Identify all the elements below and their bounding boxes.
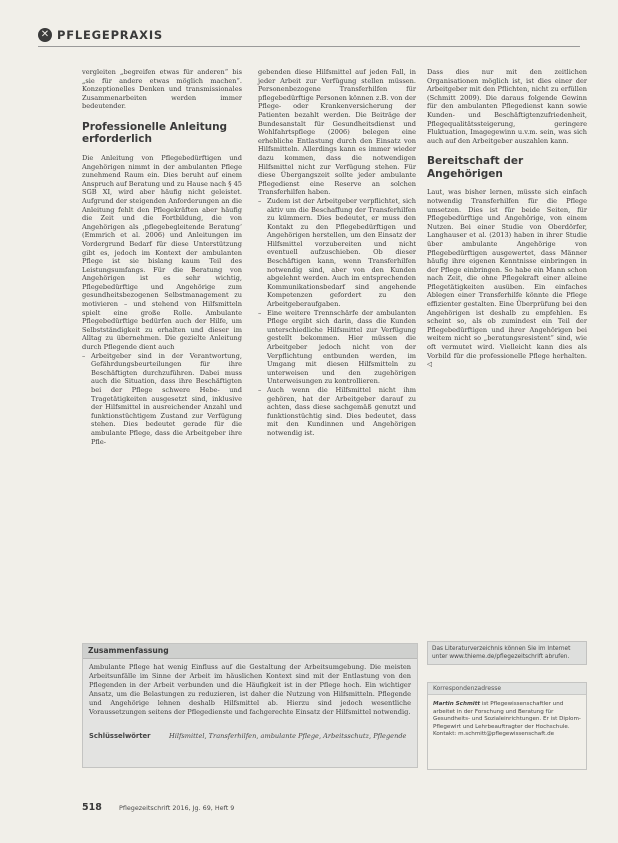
text-column-3 bbox=[427, 68, 587, 369]
paragraph: Laut, was bisher lernen, müsste sich einfach notwendig Transferhilfen für die Pflege umsetzen. Dies ist für beide Seiten, für Pflegebedürftige und Angehörige, von einem Nutzen. Bei einer Studie von Oberdörfer, Langhauser et al. (2013) haben in ihrer Studie über ambulante Angehörige von Pflegebedürftigen ausgewertet, dass Männer häufig ihre eigenen Kenntnisse einbringen in der Pflege einbringen. So habe ein Mann schon nach Zeit, die ohne Pflegekraft einer alleine Pflegetätigkeiten ausüben. Ein einfaches Ablegen einer Transferhilfe könnte die Pflege effizienter gestalten. Eine Überprüfung bei den Angehörigen ist deshalb zu empfehlen. Es scheint so, als ob zumindest ein Teil der Pflegebedürftigen und ihrer Angehörigen bei weitem nicht so „beratungsresistent“ sind, wie oft vermutet wird. Vielleicht kann dies als Vorbild für die professionelle Pflege herhalten. ◁ bbox=[427, 188, 587, 369]
list-item: – Zudem ist der Arbeitgeber verpflichtet, sich aktiv um die Beschaffung der Transferhilfen zu kümmern. Dies bedeutet, er muss den Kontakt zu den Pflegebedürftigen und Angehörigen herstellen, um den Einsatz der Hilfsmittel vorzubereiten und nicht eventuell aufzuschieben. Ob dieser Beschäftigen kann, wenn Transferhilfen notwendig sind, aber von den Kunden abgelehnt werden. Auch im entsprechenden Kommunikationsbedarf sind angehende Kompetenzen gefordert zu den Arbeitgeberaufgaben. bbox=[258, 197, 416, 309]
keywords-text: Hilfsmittel, Transferhilfen, ambulante Pflege, Arbeitsschutz, Pflegende bbox=[169, 732, 407, 740]
author-heading: Korrespondenzadresse bbox=[428, 683, 586, 695]
paragraph: vergleiten „begreifen etwas für anderen“ bis „sie für andere etwas möglich machen“. Konzeptionelles Denken und transmissionales Zusammenarbeiten werden immer bedeutender. bbox=[82, 68, 242, 111]
summary-box bbox=[82, 643, 418, 768]
author-box bbox=[427, 682, 587, 770]
author-contact: Kontakt: m.schmitt@pflegewissenschaft.de bbox=[433, 731, 555, 737]
paragraph: gebenden diese Hilfsmittel auf jeden Fall, in jeder Arbeit zur Verfügung stellen müssen. Personenbezogene Transferhilfen für pflegebedürftige Personen können z.B. von der Pflege- oder Krankenversicherung der Patienten bezahlt werden. Die Beiträge der Bundesanstalt für Gesundheitsdienst und Wohlfahrtspflege (2006) belegen eine erhebliche Entlastung durch den Einsatz von Hilfsmitteln. Allerdings kann es immer wieder dazu kommen, dass die notwendigen Hilfsmittel nicht zur Verfügung stehen. Für diese Übergangszeit sollte jeder ambulante Pflegedienst eine Reserve an solchen Transferhilfen haben. bbox=[258, 68, 416, 197]
summary-heading: Zusammenfassung bbox=[83, 644, 417, 659]
list-item: – Arbeitgeber sind in der Verantwortung, Gefährdungsbeurteilungen für ihre Beschäftigten durchzuführen. Dabei muss auch die Situation, dass ihre Beschäftigten bei der Pflege schwere Hebe- und Tragetätigkeiten ausgesetzt sind, inklusive der Hilfsmittel in ausreichender Anzahl und funktionstüchtigem Zustand zur Verfügung stehen. Dies bedeutet gerade für die ambulante Pflege, dass die Arbeitgeber ihre Pfle- bbox=[82, 352, 242, 447]
section-title: PFLEGEPRAXIS bbox=[57, 28, 163, 42]
magazine-logo-icon: ✕ bbox=[38, 28, 52, 42]
page-number: 518 bbox=[82, 802, 102, 813]
author-body bbox=[428, 695, 586, 739]
list-item: – Auch wenn die Hilfsmittel nicht ihm gehören, hat der Arbeitgeber darauf zu achten, dass diese sachgemäß genutzt und funktionstüchtig sind. Dies bedeutet, dass mit den Kundinnen und Angehörigen notwendig ist. bbox=[258, 386, 416, 438]
header-divider bbox=[38, 46, 580, 47]
list-item: – Eine weitere Trennschärfe der ambulanten Pflege ergibt sich darin, dass die Kunden unterschiedliche Hilfsmittel zur Verfügung gestellt bekommen. Hier müssen die Arbeitgeber jedoch nicht von der Verpflichtung entbunden werden, im Umgang mit diesen Hilfsmitteln zu unterweisen und den zugehörigen Unterweisungen zu kontrollieren. bbox=[258, 309, 416, 386]
text-column-2 bbox=[258, 68, 416, 438]
bullet-list bbox=[82, 352, 242, 447]
literature-note: Das Literaturverzeichnis können Sie im Internet unter www.thieme.de/pflegezeitschrift abrufen. bbox=[427, 641, 587, 665]
journal-source: Pflegezeitschrift 2016, Jg. 69, Heft 9 bbox=[119, 804, 235, 812]
keywords-label: Schlüsselwörter bbox=[89, 732, 151, 740]
section-heading: Bereitschaft der Angehörigen bbox=[427, 155, 524, 180]
paragraph: Die Anleitung von Pflegebedürftigen und Angehörigen nimmt in der ambulanten Pflege zunehmend Raum ein. Dies beruht auf einem Anspruch auf Beratung und zu Hause nach § 45 SGB XI, wird aber häufig nicht geleistet. Aufgrund der steigenden Anforderungen an die Anleitung fehlt den Pflegekräften aber häufig die Zeit und die Fortbildung, die von Angehörigen als ‚pflegebegleitende Beratung‘ (Emmrich et al. 2006) und Anleitungen im Vordergrund Bedarf für diese Unterstützung gibt es, jedoch im Kontext der ambulanten Pflege ist sie bislang kaum Teil des Leistungsumfangs. Für die Beratung von Angehörigen ist es sehr wichtig, Pflegebedürftige und Angehörige zum gesundheitsbezogenen Selbstmanagement zu motivieren – und stehend von Hilfsmitteln spielt eine große Rolle. Ambulante Pflegebedürftige bedürfen auch der Hilfe, um Selbstständigkeit zu erhalten und dieser im Alltag zu übernehmen. Die gezielte Anleitung durch Pflegende dient auch bbox=[82, 153, 242, 352]
author-name: Martin Schmitt bbox=[433, 701, 481, 707]
text-column-1 bbox=[82, 68, 242, 446]
summary-text: Ambulante Pflege hat wenig Einfluss auf die Gestaltung der Arbeitsumgebung. Die meisten Arbeitsunfälle im Sinne der Arbeit im häuslichen Kontext sind mit der Entlastung von den Pflegenden in der Arbeit verbunden und die Häufigkeit ist in der Pflege hoch. Ein wichtiger Ansatz, um die Belastungen zu reduzieren, ist daher die Nutzung von Hilfsmitteln. Pflegende und Angehörige lehnen deshalb Hilfsmittel ab. Hierzu sind jedoch wesentliche Voraussetzungen seitens der Pflegedienste und fachgerechte Einsatz der Hilfsmittel notwendig. bbox=[89, 663, 411, 716]
section-heading: Professionelle Anleitung erforderlich bbox=[82, 120, 228, 146]
author-details: ist Pflegewissenschaftler und arbeitet in der Forschung und Beratung für Gesundheits- und Sozialeinrichtungen. Er ist Diplom-Pflegewirt und Lehrbeauftragter der Hochschule. bbox=[433, 701, 581, 730]
paragraph: Dass dies nur mit den zeitlichen Organisationen möglich ist, ist dies einer der Arbeitgeber mit den Pflichten, nicht zu erfüllen (Schmitt 2009). Die daraus folgende Gewinn für den ambulanten Pflegedienst kann sowie Kunden- und Beschäftigtenzufriedenheit, Pflegequalitätssteigerung, geringere Fluktuation, Imagegewinn u.v.m. sein, was sich auch auf den Arbeitgeber auszahlen kann. bbox=[427, 68, 587, 145]
bullet-list bbox=[258, 197, 416, 438]
